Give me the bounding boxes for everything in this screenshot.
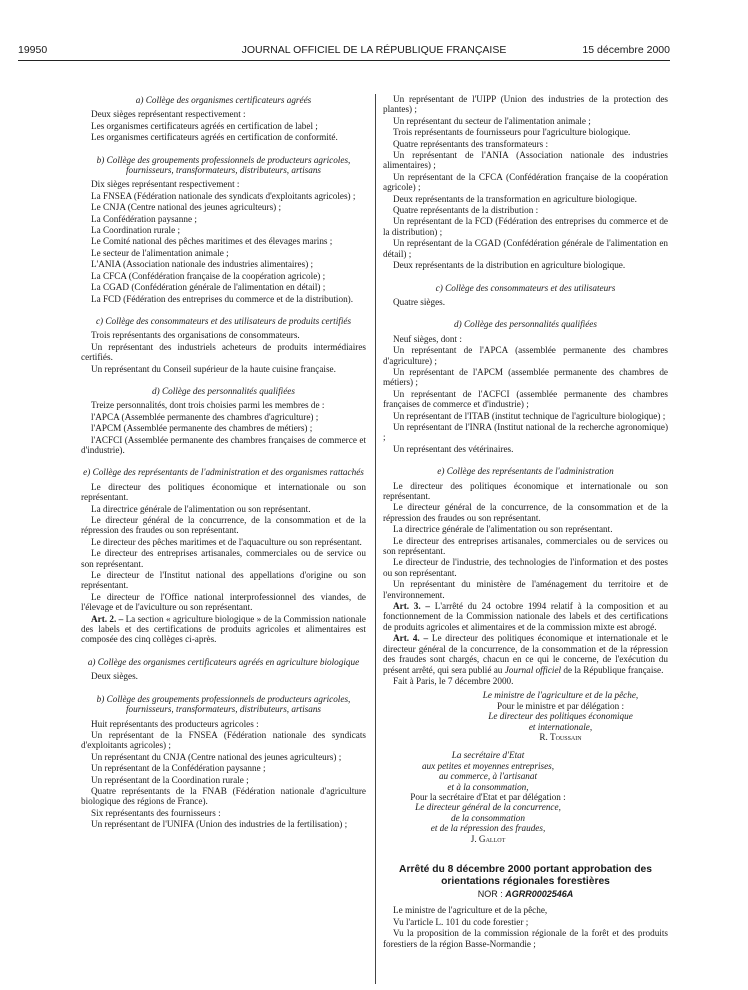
paragraph: Un représentant de la Coordination rurale ;: [91, 774, 249, 785]
paragraph: La CFCA (Confédération française de la coopération agricole) ;: [91, 270, 326, 281]
paragraph: Deux sièges.: [91, 671, 138, 682]
paragraph: Le directeur de l'Institut national des appellations d'origine ou son représentant.: [81, 570, 366, 591]
signature-block-secretary: [383, 750, 593, 844]
page-header: [0, 44, 748, 58]
paragraph: Un représentant du ministère de l'aménagement du territoire et de l'environnement.: [383, 579, 668, 600]
article-text: Le directeur des politiques économique et internationale et le directeur général de la concurrence, de la consommation et de la répression des fraudes sont chargés, chacun en ce qui le concerne, de l'exécution du présent arrêté, qui sera publié au: [383, 633, 669, 675]
paragraph: Huit représentants des producteurs agricoles :: [91, 718, 259, 729]
paragraph: l'APCA (Assemblée permanente des chambres d'agriculture) ;: [91, 411, 319, 422]
page-number: 19950: [18, 44, 48, 56]
paragraph: Un représentant de l'UIPP (Union des industries de la protection des plantes) ;: [383, 94, 668, 115]
nor-reference: [383, 889, 668, 899]
paragraph: La Coordination rurale ;: [91, 225, 181, 236]
issue-date: 15 décembre 2000: [582, 44, 670, 56]
right-column: [383, 94, 668, 950]
paragraph: Quatre sièges.: [393, 296, 446, 307]
paragraph-list: [383, 297, 668, 307]
paragraph: Un représentant du secteur de l'alimentation animale ;: [393, 115, 591, 126]
paragraph: Un représentant de l'ANIA (Association nationale des industries alimentaires) ;: [383, 150, 668, 171]
paragraph: Un représentant de l'ITAB (institut technique de l'agriculture biologique) ;: [393, 410, 666, 421]
signature-block-minister: [453, 690, 668, 742]
paragraph: l'APCM (Assemblée permanente des chambres de métiers) ;: [91, 423, 313, 434]
left-column: [81, 95, 366, 831]
paragraph: Un représentant des vétérinaires.: [393, 443, 514, 454]
paragraph: Quatre représentants de la distribution :: [393, 205, 539, 216]
paragraph: Le directeur des entreprises artisanales, commerciales ou de service ou son représentant.: [81, 548, 366, 569]
section-title: c) Collège des consommateurs et des utilisateurs: [435, 282, 616, 293]
delegation-line: Pour le ministre et par délégation :: [496, 700, 625, 711]
paragraph: Quatre représentants de la FNAB (Fédération nationale d'agriculture biologique des régions de France).: [81, 785, 366, 807]
paragraph: Un représentant des industriels acheteurs de produits intermédiaires certifiés.: [81, 341, 366, 363]
paragraph-list: [383, 481, 668, 600]
nor-code: AGRR0002546A: [505, 889, 574, 899]
paragraph-list: [81, 482, 366, 613]
paragraph: Un représentant de l'APCM (assemblée permanente des chambres de métiers) ;: [383, 366, 668, 388]
section-title: d) Collège des personnalités qualifiées: [454, 319, 597, 330]
section-title: e) Collège des représentants de l'administration: [437, 466, 614, 477]
signatory-title: et internationale,: [528, 721, 593, 732]
signatory-title: aux petites et moyennes entreprises,: [421, 760, 555, 771]
arrete-title: Arrêté du 8 décembre 2000 portant approbation des orientations régionales forestières: [399, 864, 652, 887]
paragraph: La directrice générale de l'alimentation ou son représentant.: [91, 503, 311, 514]
paragraph: Le directeur des pêches maritimes et de l'aquaculture ou son représentant.: [91, 536, 362, 547]
paragraph-list: [81, 400, 366, 455]
paragraph: Un représentant de la CFCA (Confédération française de la coopération agricole) ;: [383, 171, 668, 193]
paragraph: Vu l'article L. 101 du code forestier ;: [393, 916, 529, 927]
paragraph: Le ministre de l'agriculture et de la pêche,: [393, 905, 548, 916]
signatory-name: R. Toussain: [539, 731, 582, 742]
article-4: [383, 633, 668, 675]
paragraph: Le directeur des politiques économique et internationale ou son représentant.: [81, 481, 366, 503]
signatory-name: J. Gallot: [470, 833, 506, 844]
paragraph: Le Comité national des pêches maritimes et des élevages marins ;: [91, 236, 333, 247]
article-label: Art. 4. –: [393, 633, 429, 644]
journal-reference: Journal officiel: [504, 664, 562, 675]
paragraph: Trois représentants de fournisseurs pour l'agriculture biologique.: [393, 127, 631, 138]
article-text: de la République française.: [561, 664, 664, 675]
paragraph: Le directeur des politiques économique et internationale ou son représentant.: [383, 480, 668, 501]
paragraph: Le directeur de l'Office national interprofessionnel des viandes, de l'élevage et de l'aviculture ou son représentant.: [81, 591, 366, 613]
paragraph: Le directeur général de la concurrence, de la consommation et de la répression des fraudes ou son représentant.: [383, 502, 668, 523]
signatory-title: au commerce, à l'artisanat: [438, 771, 538, 782]
section-title: c) Collège des consommateurs et des utilisateurs de produits certifiés: [95, 315, 352, 326]
paragraph: La CGAD (Confédération générale de l'alimentation en détail) ;: [91, 282, 326, 293]
column-divider: [375, 94, 376, 984]
section-title: b) Collège des groupements professionnels de producteurs agricoles, fournisseurs, transformateurs, distributeurs, artisans: [96, 154, 351, 176]
signatory-title: de la consommation: [450, 812, 525, 823]
paragraph: Le secteur de l'alimentation animale ;: [91, 247, 229, 258]
article-2: [81, 614, 366, 645]
paragraph: Treize personnalités, dont trois choisies parmi les membres de :: [91, 400, 325, 411]
article-3: [383, 601, 668, 632]
section-title: e) Collège des représentants de l'administration et des organismes rattachés: [83, 467, 364, 478]
paragraph-list: [81, 719, 366, 830]
paragraph: Six représentants des fournisseurs :: [91, 807, 221, 818]
paragraph: Deux représentants de la distribution en agriculture biologique.: [393, 260, 626, 271]
paragraph-list: [383, 334, 668, 454]
paragraph-list: [81, 179, 366, 303]
paragraph: Dix sièges représentant respectivement :: [91, 179, 240, 190]
paragraph-list: [81, 330, 366, 374]
delegation-line: Pour la secrétaire d'Etat et par délégation :: [410, 791, 566, 802]
paragraph: Quatre représentants des transformateurs :: [393, 138, 549, 149]
paragraph: Les organismes certificateurs agréés en certification de conformité.: [91, 132, 338, 143]
paragraph: Un représentant de la FNSEA (Fédération nationale des syndicats d'exploitants agricoles) ;: [81, 729, 366, 751]
paragraph: Neuf sièges, dont :: [393, 333, 462, 344]
paragraph: Le directeur de l'industrie, des technologies de l'information et des postes ou son représentant.: [383, 557, 668, 578]
paragraph-list: [81, 671, 366, 681]
signatory-title: et à la consommation,: [447, 781, 529, 792]
signatory-title: Le directeur général de la concurrence,: [415, 802, 561, 813]
paragraph: La Confédération paysanne ;: [91, 213, 197, 224]
signatory-title: et de la répression des fraudes,: [430, 823, 546, 834]
signatory-title: La secrétaire d'Etat: [451, 750, 525, 761]
paragraph: l'ACFCI (Assemblée permanente des chambres françaises de commerce et d'industrie).: [81, 434, 366, 455]
paragraph: Le CNJA (Centre national des jeunes agriculteurs) ;: [91, 202, 282, 213]
paragraph: Un représentant de la Confédération paysanne ;: [91, 763, 266, 774]
journal-title: JOURNAL OFFICIEL DE LA RÉPUBLIQUE FRANÇAISE: [241, 44, 507, 56]
paragraph: La directrice générale de l'alimentation ou son représentant.: [393, 524, 613, 535]
paragraph: Un représentant du CNJA (Centre national des jeunes agriculteurs) ;: [91, 751, 342, 762]
paragraph-list: [81, 109, 366, 142]
paragraph-list: [383, 94, 668, 271]
paragraph: Un représentant de la CGAD (Confédération générale de l'alimentation en détail) ;: [383, 238, 668, 259]
section-title: b) Collège des groupements professionnels de producteurs agricoles, fournisseurs, transformateurs, distributeurs, artisans: [96, 693, 351, 715]
article-text: La section « agriculture biologique » de la Commission nationale des labels et des certifications de produits agricoles et alimentaires est composée des cinq collèges ci-après.: [81, 613, 366, 645]
paragraph: Un représentant de l'ACFCI (assemblée permanente des chambres françaises de commerce et d'industrie) ;: [383, 388, 668, 410]
paragraph: Vu la proposition de la commission régionale de la forêt et des produits forestiers de la région Basse-Normandie ;: [383, 928, 668, 949]
paragraph: Un représentant de la FCD (Fédération des entreprises du commerce et de la distribution) ;: [383, 216, 668, 237]
paragraph: Trois représentants des organisations de consommateurs.: [91, 330, 300, 341]
article-label: Art. 3. –: [393, 601, 431, 612]
signatory-title: Le ministre de l'agriculture et de la pêche,: [482, 690, 639, 701]
paragraph: Deux représentants de la transformation en agriculture biologique.: [393, 193, 637, 204]
paragraph: Un représentant de l'INRA (Institut national de la recherche agronomique) ;: [383, 421, 668, 443]
paragraph: Un représentant du Conseil supérieur de la haute cuisine française.: [91, 363, 336, 374]
section-title: d) Collège des personnalités qualifiées: [152, 385, 295, 396]
paragraph: Le directeur général de la concurrence, de la consommation et de la répression des fraudes ou son représentant.: [81, 515, 366, 536]
paragraph: L'ANIA (Association nationale des industries alimentaires) ;: [91, 259, 314, 270]
paragraph: Les organismes certificateurs agréés en certification de label ;: [91, 120, 318, 131]
paragraph: Deux sièges représentant respectivement :: [91, 109, 246, 120]
paragraph: Un représentant de l'UNIFA (Union des industries de la fertilisation) ;: [91, 819, 348, 830]
section-title: a) Collège des organismes certificateurs agréés: [135, 95, 312, 105]
paragraph: Le directeur des entreprises artisanales, commerciales ou de services ou son représentant.: [383, 535, 668, 557]
signatory-title: Le directeur des politiques économique: [488, 711, 633, 722]
paragraph: La FNSEA (Fédération nationale des syndicats d'exploitants agricoles) ;: [91, 190, 356, 201]
paragraph: La FCD (Fédération des entreprises du commerce et de la distribution).: [91, 293, 354, 304]
section-title: a) Collège des organismes certificateurs agréés en agriculture biologique: [87, 656, 360, 667]
fait-line: Fait à Paris, le 7 décembre 2000.: [393, 675, 514, 686]
nor-label: NOR :: [477, 889, 506, 899]
paragraph: Un représentant de l'APCA (assemblée permanente des chambres d'agriculture) ;: [383, 345, 668, 366]
header-rule: [18, 60, 670, 61]
article-text: L'arrêté du 24 octobre 1994 relatif à la composition et au fonctionnement de la Commission nationale des labels et des certifications de produits agricoles et alimentaires et de la commission mixte est abrogé.: [383, 601, 668, 632]
article-label: Art. 2. –: [91, 613, 124, 624]
paragraph-list: [383, 905, 668, 949]
